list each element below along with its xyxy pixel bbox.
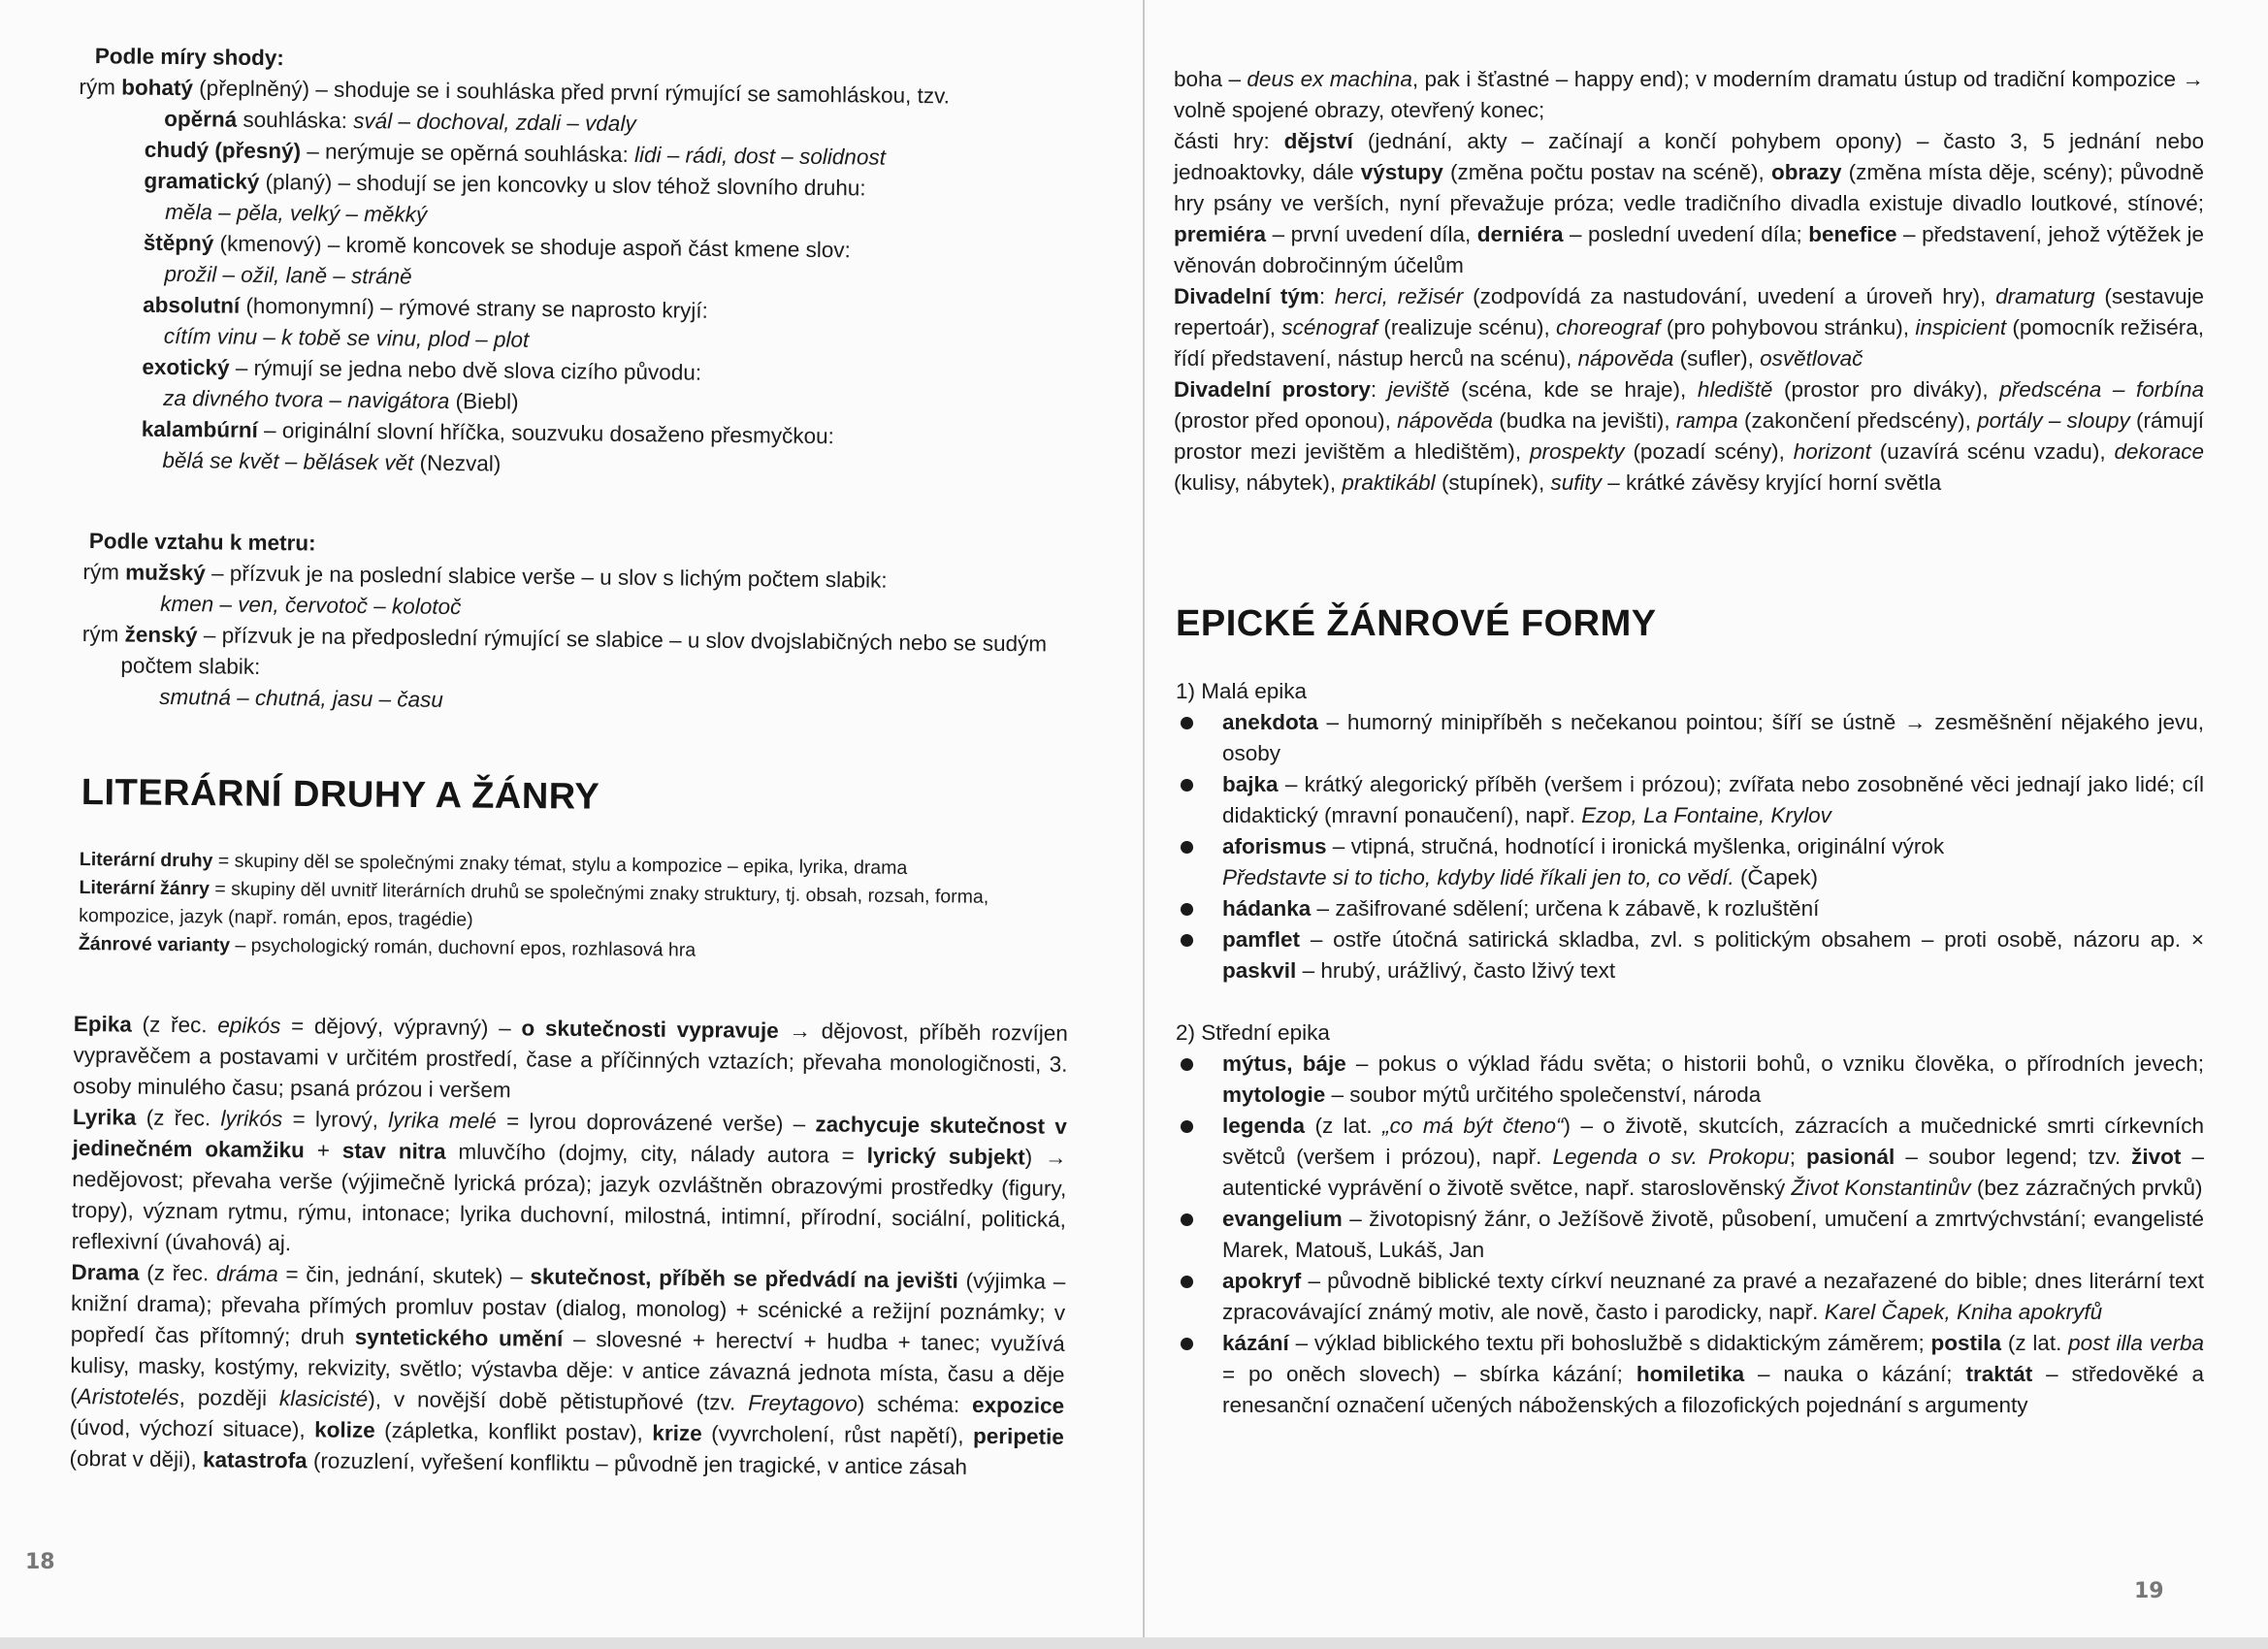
rhyme-muzsky: rým mužský – přízvuk je na poslední slabice verše – u slov s lichým počtem slabik:: [82, 559, 888, 593]
list-item-aforismus: aforismus – vtipná, stručná, hodnotící i ironická myšlenka, originální výrok Představte si to ticho, kdyby lidé říkali jen to, co vědí. (Čapek): [1174, 831, 2204, 893]
list-item-pamflet: pamflet – ostře útočná satirická skladba, zvl. s politickým obsahem – proti osobě, názoru ap. × paskvil – hrubý, urážlivý, často lživý text: [1174, 924, 2204, 986]
para-play-parts: části hry: dějství (jednání, akty – začínají a končí pohybem opony) – často 3, 5 jednání nebo jednoaktovky, dále výstupy (změna počtu postav na scéně), obrazy (změna místa děje, scény); původně hry psány ve verších, nyní převažuje próza; vedle tradičního divadla existuje divadlo loutkové, stínové; premiéra – první uvedení díla, derniéra – poslední uvedení díla; benefice – představení, jehož výtěžek je věnován dobročinným účelům: [1174, 129, 2204, 277]
para-theatre-spaces: Divadelní prostory: jeviště (scéna, kde se hraje), hlediště (prostor pro diváky), předscéna – forbína (prostor před oponou), nápověda (budka na jevišti), rampa (zakončení předscény), portály – sloupy (rámují prostor mezi jevištěm a hledištěm), prospekty (pozadí scény), horizont (uzavírá scénu vzadu), dekorace (kulisy, nábytek), praktikábl (stupínek), sufity – krátké závěsy kryjící horní světla: [1174, 377, 2205, 495]
rhyme-gramaticky-ex: měla – pěla, velký – měkký: [165, 199, 428, 227]
scan-bottom-edge: [0, 1637, 2268, 1649]
epic-forms-block: [1174, 676, 2204, 1421]
small-epic-list: [1174, 707, 2204, 986]
definitions-block: [79, 846, 1088, 969]
def-genre-variants: Žánrové varianty – psychologický román, duchovní epos, rozhlasová hra: [78, 932, 697, 961]
rhyme-gramaticky: gramatický (planý) – shodují se jen koncovky u slov téhož slovního druhu:: [144, 168, 866, 201]
list-item-mytus: mýtus, báje – pokus o výklad řádu světa; o historii bohů, o vzniku člověka, o přírodních jevech; mytologie – soubor mýtů určitého společenství, národa: [1174, 1049, 2204, 1111]
kinds-body: [69, 1009, 1068, 1484]
rhyme-by-match-block: [75, 41, 1098, 486]
rhyme-zensky-ex: smutná – chutná, jasu – času: [159, 684, 443, 712]
rhyme-chudy: chudý (přesný) – nerýmuje se opěrná souhláska: lidi – rádi, dost – solidnost: [144, 137, 887, 170]
list-item-evangelium: evangelium – životopisný žánr, o Ježíšově životě, působení, umučení a zmrtvýchvstání; evangelisté Marek, Matouš, Lukáš, Jan: [1174, 1204, 2204, 1266]
list-item-apokryf: apokryf – původně biblické texty církví neuznané za pravé a nezařazené do bible; dnes literární text zpracovávající známý motiv, ale nově, často i parodicky, např. Karel Čapek, Kniha apokryfů: [1174, 1266, 2204, 1328]
page-number-left: 18: [25, 1550, 55, 1574]
drama-continued-block: [1174, 64, 2204, 499]
rhyme-absolutni-ex: cítím vinu – k tobě se vinu, plod – plot: [163, 323, 530, 352]
rhyme-muzsky-ex: kmen – ven, červotoč – kolotoč: [160, 591, 462, 620]
rhyme-stepny-ex: prožil – ožil, laně – stráně: [164, 261, 412, 289]
list-item-bajka: bajka – krátký alegorický příběh (veršem i prózou); zvířata nebo zosobněné věci jednají jako lidé; cíl didaktický (mravní ponaučení), např. Ezop, La Fontaine, Krylov: [1174, 769, 2204, 831]
para-theatre-team: Divadelní tým: herci, režisér (zodpovídá za nastudování, uvedení a úroveň hry), dramaturg (sestavuje repertoár), scénograf (realizuje scénu), choreograf (pro pohybovou stránku), inspicient (pomocník režiséra, řídí představení, nástup herců na scénu), nápověda (sufler), osvětlovač: [1174, 284, 2204, 371]
list-item-anekdota: anekdota – humorný minipříběh s nečekanou pointou; šíří se ústně → zesměšnění nějakého jevu, osoby: [1174, 707, 2204, 769]
subheading-rhyme-meter: Podle vztahu k metru:: [88, 529, 316, 556]
mid-epic-label: 2) Střední epika: [1176, 1020, 1330, 1045]
rhyme-bohaty-cont: opěrná souhláska: svál – dochoval, zdali – vdaly: [164, 106, 636, 137]
rhyme-exoticky-ex: za divného tvora – navigátora (Biebl): [163, 385, 519, 414]
rhyme-bohaty: rým bohatý (přeplněný) – shoduje se i souhláska před první rýmující se samohláskou, tzv.: [79, 74, 951, 109]
def-literary-kinds: Literární druhy = skupiny děl se společnými znaky témat, stylu a kompozice – epika, lyrika, drama: [79, 848, 908, 879]
rhyme-stepny: štěpný (kmenový) – kromě koncovek se shoduje aspoň část kmene slov:: [143, 230, 852, 263]
def-literary-genres: Literární žánry = skupiny děl uvnitř literárních druhů se společnými znaky struktury, tj. obsah, rozsah, forma, kompozice, jazyk (např. román, epos, tragédie): [79, 876, 989, 931]
right-page: [1145, 0, 2268, 1630]
rhyme-by-meter-block: [81, 526, 1092, 723]
list-item-legenda: legenda (z lat. „co má být čteno“) – o životě, skutcích, zázracích a mučednické smrti církevních světců (veršem i prózou), např. Legenda o sv. Prokopu; pasionál – soubor legend; tzv. život – autentické vyprávění o životě světce, např. staroslověnský Život Konstantinův (bez zázračných prvků): [1174, 1111, 2204, 1204]
para-drama-cont: boha – deus ex machina, pak i šťastné – happy end); v moderním dramatu ústup od tradiční kompozice → volně spojené obrazy, otevřený konec;: [1174, 67, 2204, 122]
mid-epic-list: [1174, 1049, 2204, 1421]
page-number-right: 19: [2134, 1579, 2164, 1603]
para-epika: Epika (z řec. epikós = dějový, výpravný) – o skutečnosti vypravuje → dějovost, příběh rozvíjen vypravěčem a postavami v určitém prostředí, čase a příčinných vztazích; převaha monologičnosti, 3. osoby minulého času; psaná prózou i veršem: [73, 1011, 1068, 1103]
para-lyrika: Lyrika (z řec. lyrikós = lyrový, lyrika melé = lyrou doprovázené verše) – zachycuje skutečnost v jedinečném okamžiku + stav nitra mluvčího (dojmy, city, nálady autora = lyrický subjekt) → nedějovost; převaha verše (výjimečně lyrická próza); jazyk ozvláštněn obrazovými prostředky (figury, tropy), význam rytmu, rýmu, intonace; lyrika duchovní, milostná, intimní, přírodní, sociální, politická, reflexivní (úvahová) aj.: [71, 1104, 1068, 1256]
rhyme-kalamburni: kalambúrní – originální slovní hříčka, souzvuku dosaženo přesmyčkou:: [141, 416, 835, 449]
rhyme-kalamburni-ex: bělá se květ – bělásek vět (Nezval): [162, 447, 502, 476]
list-item-kazani: kázání – výklad biblického textu při bohoslužbě s didaktickým záměrem; postila (z lat. post illa verba = po oněch slovech) – sbírka kázání; homiletika – nauka o kázání; traktát – středověké a renesanční označení učených náboženských a filozofických pojednání s argumenty: [1174, 1328, 2204, 1421]
section-title-literary-kinds: LITERÁRNÍ DRUHY A ŽÁNRY: [81, 772, 600, 818]
small-epic-label: 1) Malá epika: [1176, 679, 1308, 703]
subheading-rhyme-match: Podle míry shody:: [94, 44, 285, 71]
rhyme-zensky: rým ženský – přízvuk je na předposlední rýmující se slabice – u slov dvojslabičných nebo se sudým počtem slabik:: [81, 621, 1048, 679]
para-drama: Drama (z řec. dráma = čin, jednání, skutek) – skutečnost, příběh se předvádí na jevišti (výjimka – knižní drama); převaha přímých promluv postav (dialog, monolog) + scénické a režijní poznámky; v popředí čas přítomný; druh syntetického umění – slovesné + herectví + hudba + tanec; využívá kulisy, masky, kostýmy, rekvizity, světlo; výstavba děje: v antice závazná jednota místa, času a děje (Aristotelés, později klasicisté), v novější době pětistupňové (tzv. Freytagovo) schéma: expozice (úvod, výchozí situace), kolize (zápletka, konflikt postav), krize (vyvrcholení, růst napětí), peripetie (obrat v ději), katastrofa (rozuzlení, vyřešení konfliktu – původně jen tragické, v antice zásah: [69, 1259, 1066, 1479]
left-page: [0, 0, 1145, 1630]
section-title-epic-forms: EPICKÉ ŽÁNROVÉ FORMY: [1176, 603, 1657, 644]
rhyme-exoticky: exotický – rýmují se jedna nebo dvě slova cizího původu:: [142, 354, 702, 385]
rhyme-absolutni: absolutní (homonymní) – rýmové strany se naprosto kryjí:: [143, 292, 708, 323]
list-item-hadanka: hádanka – zašifrované sdělení; určena k zábavě, k rozluštění: [1174, 893, 2204, 924]
